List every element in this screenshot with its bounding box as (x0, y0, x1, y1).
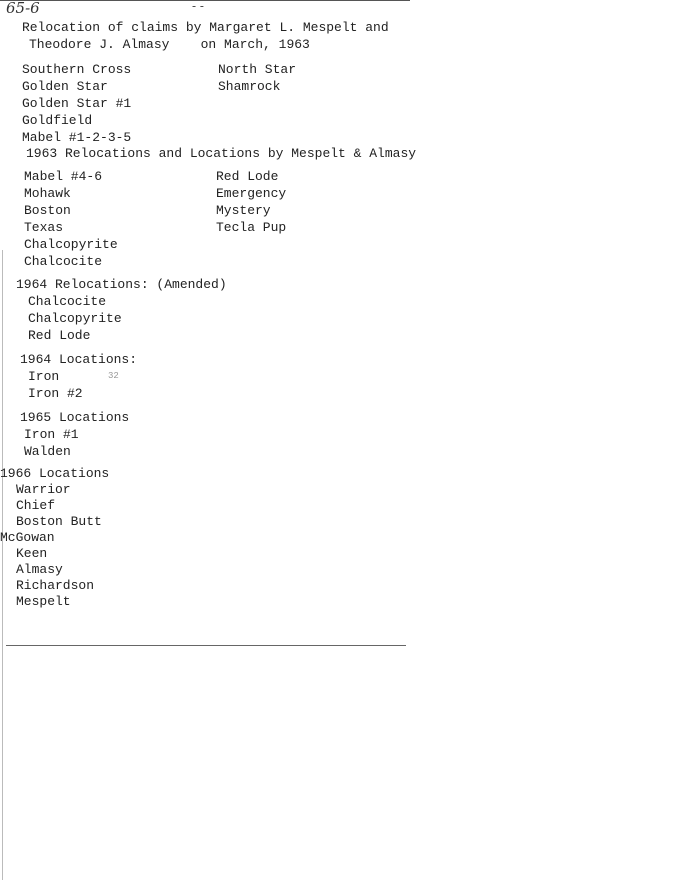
section-1963-heading: 1963 Relocations and Locations by Mespelt & Almasy (26, 146, 417, 161)
section-1965-heading: 1965 Locations (20, 410, 130, 425)
title-line-1: Relocation of claims by Margaret L. Mespelt and (22, 20, 389, 35)
claim-chalcopyrite: Chalcopyrite (24, 237, 118, 252)
top-rule (0, 0, 410, 1)
scribble-mark: - - (192, 0, 204, 13)
title-line-2: Theodore J. Almasy on March, 1963 (29, 37, 310, 52)
claim-mystery: Mystery (216, 203, 271, 218)
claim-red-lode: Red Lode (216, 169, 279, 184)
loc-walden: Walden (24, 444, 71, 459)
claim-goldfield: Goldfield (22, 113, 93, 128)
claim-texas: Texas (24, 220, 64, 235)
loc-mespelt: Mespelt (16, 594, 71, 609)
claim-mabel-1-2-3-5: Mabel #1-2-3-5 (22, 130, 132, 145)
claim-southern-cross: Southern Cross (22, 62, 132, 77)
claim-emergency: Emergency (216, 186, 287, 201)
reloc-chalcocite: Chalcocite (28, 294, 107, 309)
margin-mark: 32 (108, 371, 119, 381)
loc-warrior: Warrior (16, 482, 71, 497)
claim-golden-star-1: Golden Star #1 (22, 96, 132, 111)
section-1964-relocations-heading: 1964 Relocations: (Amended) (16, 277, 227, 292)
claim-north-star: North Star (218, 62, 297, 77)
loc-iron-1: Iron #1 (24, 427, 79, 442)
loc-iron: Iron (28, 369, 60, 384)
claim-shamrock: Shamrock (218, 79, 281, 94)
claim-chalcocite: Chalcocite (24, 254, 103, 269)
page-reference: 65-6 (6, 0, 40, 17)
bottom-rule (6, 645, 406, 646)
section-1966-heading: 1966 Locations (0, 466, 110, 481)
loc-mcgowan: McGowan (0, 530, 55, 545)
claim-boston: Boston (24, 203, 71, 218)
loc-keen: Keen (16, 546, 48, 561)
loc-richardson: Richardson (16, 578, 95, 593)
claim-golden-star: Golden Star (22, 79, 108, 94)
loc-chief: Chief (16, 498, 56, 513)
claim-mabel-4-6: Mabel #4-6 (24, 169, 103, 184)
reloc-chalcopyrite: Chalcopyrite (28, 311, 122, 326)
section-1964-locations-heading: 1964 Locations: (20, 352, 138, 367)
left-edge-line (2, 250, 3, 880)
loc-iron-2: Iron #2 (28, 386, 83, 401)
claim-mohawk: Mohawk (24, 186, 71, 201)
reloc-red-lode: Red Lode (28, 328, 91, 343)
claim-tecla-pup: Tecla Pup (216, 220, 287, 235)
loc-boston-butt: Boston Butt (16, 514, 102, 529)
loc-almasy: Almasy (16, 562, 63, 577)
